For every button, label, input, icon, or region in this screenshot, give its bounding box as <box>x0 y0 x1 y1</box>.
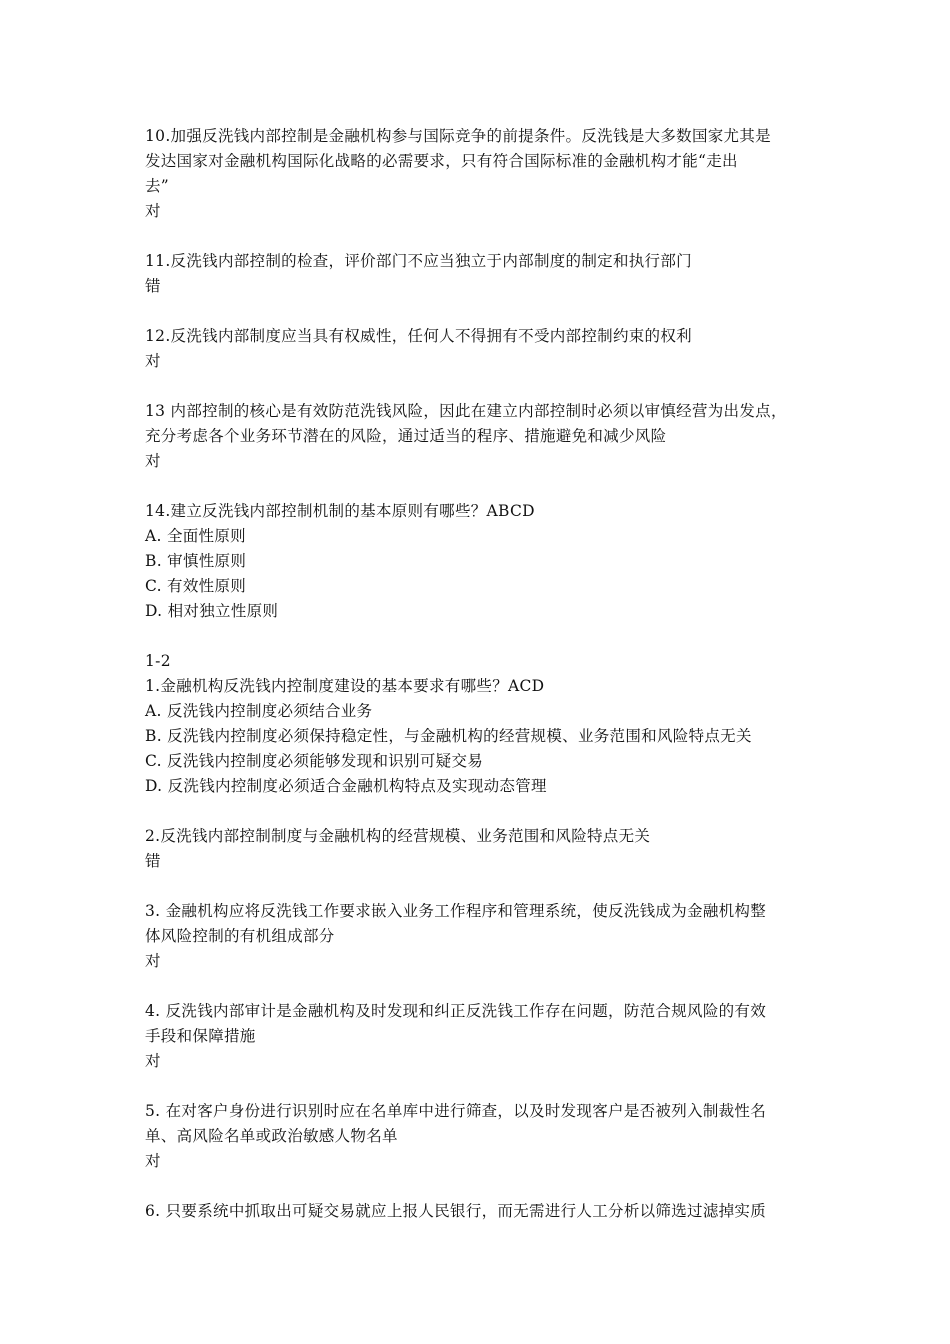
answer-line: 对 <box>145 452 161 470</box>
option-line: D. 相对独立性原则 <box>145 602 279 620</box>
answer-line: 错 <box>145 277 161 295</box>
answer-line: 对 <box>145 1052 161 1070</box>
option-line: A. 反洗钱内控制度必须结合业务 <box>145 702 373 720</box>
option-line: B. 反洗钱内控制度必须保持稳定性，与金融机构的经营规模、业务范围和风险特点无关 <box>145 727 752 745</box>
text-line: 6. 只要系统中抓取出可疑交易就应上报人民银行，而无需进行人工分析以筛选过滤掉实质 <box>145 1202 767 1220</box>
option-line: C. 反洗钱内控制度必须能够发现和识别可疑交易 <box>145 752 484 770</box>
text-line: 去” <box>145 177 170 195</box>
text-line: 2.反洗钱内部控制制度与金融机构的经营规模、业务范围和风险特点无关 <box>145 827 651 845</box>
text-line: 充分考虑各个业务环节潜在的风险，通过适当的程序、措施避免和减少风险 <box>145 427 667 445</box>
answer-line: 对 <box>145 1152 161 1170</box>
text-line: 体风险控制的有机组成部分 <box>145 927 335 945</box>
section-label: 1-2 <box>145 652 171 670</box>
option-line: B. 审慎性原则 <box>145 552 247 570</box>
text-line: 发达国家对金融机构国际化战略的必需要求，只有符合国际标准的金融机构才能“走出 <box>145 152 738 170</box>
text-line: 14.建立反洗钱内部控制机制的基本原则有哪些？ABCD <box>145 502 535 520</box>
option-line: C. 有效性原则 <box>145 577 247 595</box>
answer-line: 对 <box>145 202 161 220</box>
option-line: A. 全面性原则 <box>145 527 246 545</box>
text-line: 单、高风险名单或政治敏感人物名单 <box>145 1127 398 1145</box>
text-line: 3. 金融机构应将反洗钱工作要求嵌入业务工作程序和管理系统，使反洗钱成为金融机构整 <box>145 902 767 920</box>
text-line: 4. 反洗钱内部审计是金融机构及时发现和纠正反洗钱工作存在问题，防范合规风险的有效 <box>145 1002 767 1020</box>
text-line: 11.反洗钱内部控制的检查，评价部门不应当独立于内部制度的制定和执行部门 <box>145 252 692 270</box>
text-line: 手段和保障措施 <box>145 1027 256 1045</box>
answer-line: 错 <box>145 852 161 870</box>
answer-line: 对 <box>145 952 161 970</box>
text-line: 1.金融机构反洗钱内控制度建设的基本要求有哪些？ACD <box>145 677 545 695</box>
text-line: 13 内部控制的核心是有效防范洗钱风险，因此在建立内部控制时必须以审慎经营为出发点， <box>145 402 787 420</box>
text-line: 10.加强反洗钱内部控制是金融机构参与国际竞争的前提条件。反洗钱是大多数国家尤其是 <box>145 127 771 145</box>
answer-line: 对 <box>145 352 161 370</box>
option-line: D. 反洗钱内控制度必须适合金融机构特点及实现动态管理 <box>145 777 547 795</box>
text-line: 5. 在对客户身份进行识别时应在名单库中进行筛查，以及时发现客户是否被列入制裁性名 <box>145 1102 767 1120</box>
text-line: 12.反洗钱内部制度应当具有权威性，任何人不得拥有不受内部控制约束的权利 <box>145 327 692 345</box>
